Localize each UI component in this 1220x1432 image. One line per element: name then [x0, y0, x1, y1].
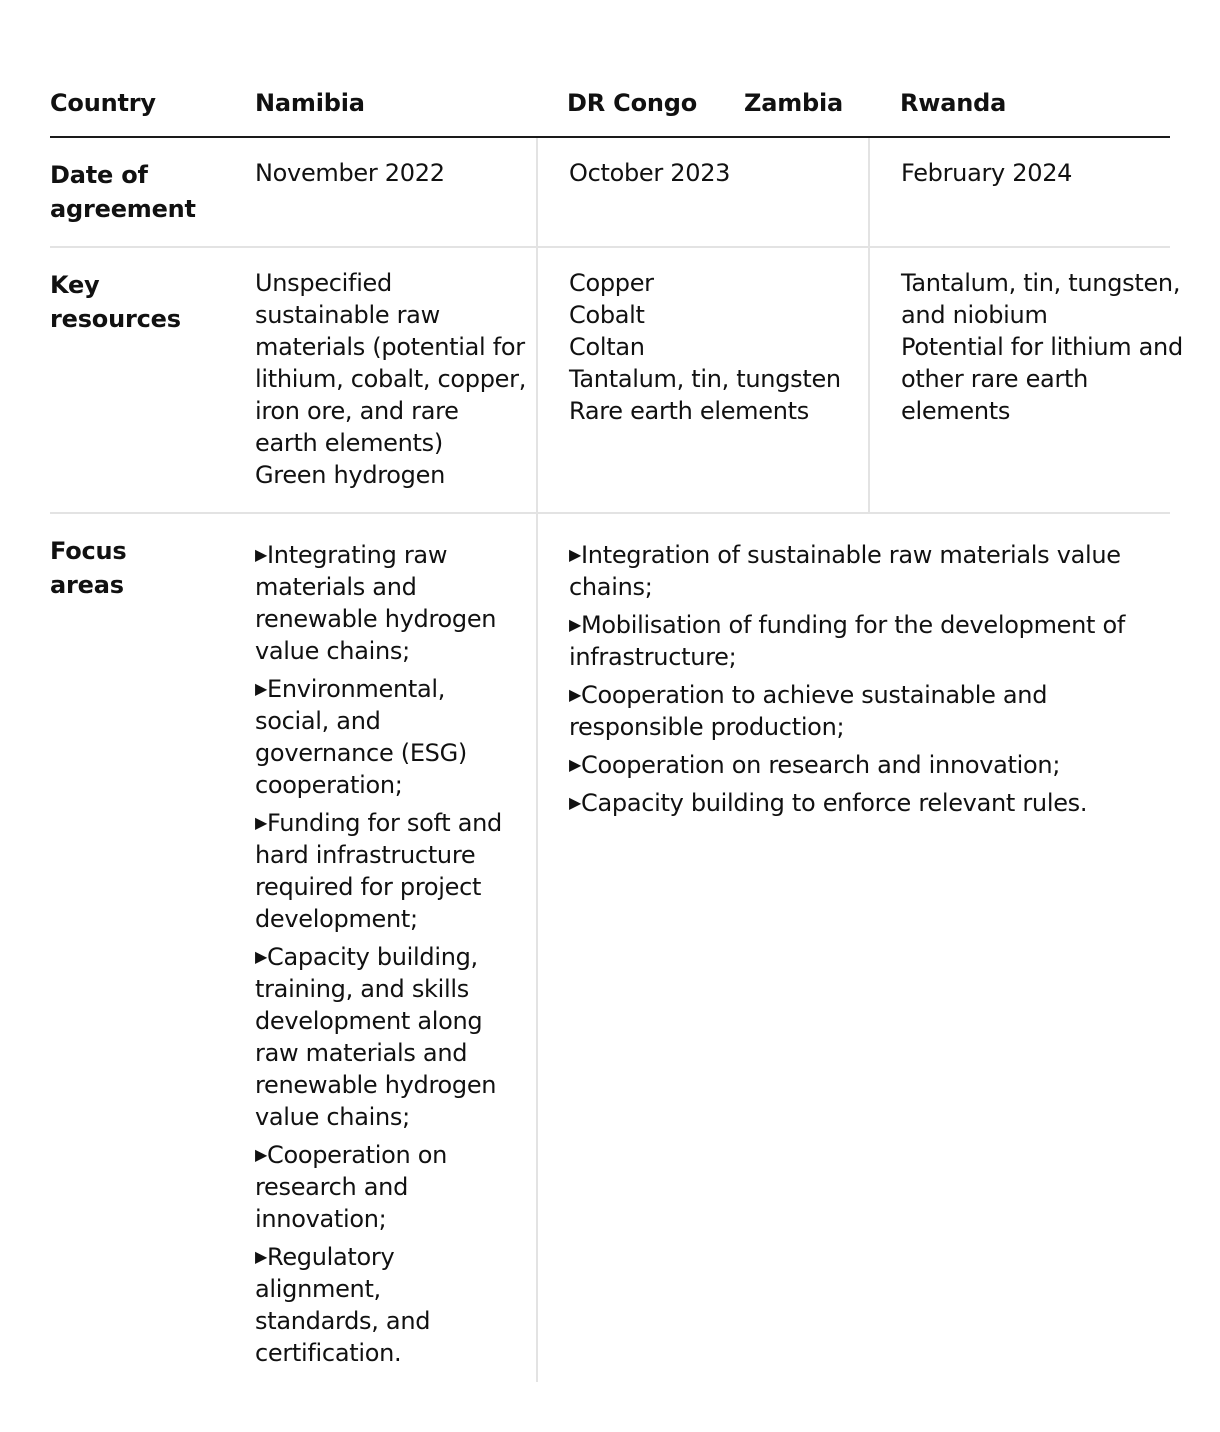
- resources-namibia: [255, 267, 526, 491]
- bullet-arrow-icon: ▶: [569, 685, 582, 704]
- resource-line: Unspecified: [255, 269, 392, 297]
- column-divider-1: [536, 138, 538, 1382]
- resource-line: elements: [901, 397, 1011, 425]
- list-item: [255, 941, 510, 1133]
- list-item: [255, 539, 510, 667]
- header-dr-congo: DR Congo: [567, 89, 698, 117]
- date-namibia: November 2022: [255, 159, 445, 187]
- focus-namibia-list: [255, 539, 510, 1375]
- resources-rwanda: [901, 267, 1183, 427]
- list-item: [255, 673, 510, 801]
- row-label-focus: [50, 534, 127, 602]
- focus-item-text: Integrating raw materials and renewable hydrogen value chains;: [255, 541, 497, 665]
- date-rwanda: February 2024: [901, 159, 1073, 187]
- bullet-arrow-icon: ▶: [255, 679, 268, 698]
- resource-line: Tantalum, tin, tungsten,: [901, 269, 1181, 297]
- row-label-line: Date of: [50, 161, 148, 189]
- bullet-arrow-icon: ▶: [255, 1145, 268, 1164]
- list-item: [255, 1139, 510, 1235]
- bullet-arrow-icon: ▶: [255, 1247, 268, 1266]
- list-item: [255, 1241, 510, 1369]
- list-item: [569, 749, 1129, 781]
- resource-line: Copper: [569, 269, 654, 297]
- row-label-line: areas: [50, 571, 124, 599]
- resource-line: materials (potential for: [255, 333, 525, 361]
- list-item: [569, 539, 1129, 603]
- row-label-resources: [50, 268, 181, 336]
- row-label-line: agreement: [50, 195, 196, 223]
- bullet-arrow-icon: ▶: [569, 755, 582, 774]
- focus-others-list: [569, 539, 1129, 825]
- header-zambia: Zambia: [744, 89, 844, 117]
- focus-item-text: Capacity building to enforce relevant rules.: [581, 789, 1088, 817]
- resource-line: iron ore, and rare: [255, 397, 459, 425]
- row-divider-1: [50, 246, 1170, 248]
- resource-line: lithium, cobalt, copper,: [255, 365, 527, 393]
- bullet-arrow-icon: ▶: [255, 545, 268, 564]
- bullet-arrow-icon: ▶: [569, 615, 582, 634]
- resource-line: Tantalum, tin, tungsten: [569, 365, 841, 393]
- list-item: [569, 787, 1129, 819]
- row-label-date: [50, 158, 196, 226]
- resources-drc-zambia: [569, 267, 841, 427]
- resource-line: Coltan: [569, 333, 645, 361]
- header-namibia: Namibia: [255, 89, 365, 117]
- resource-line: Rare earth elements: [569, 397, 809, 425]
- list-item: [569, 609, 1129, 673]
- focus-item-text: Funding for soft and hard infrastructure required for project development;: [255, 809, 502, 933]
- row-label-line: Focus: [50, 537, 127, 565]
- column-divider-2: [868, 138, 870, 513]
- resource-line: earth elements): [255, 429, 443, 457]
- header-country-label: Country: [50, 89, 156, 117]
- header-divider: [50, 136, 1170, 138]
- row-label-line: resources: [50, 305, 181, 333]
- bullet-arrow-icon: ▶: [569, 545, 582, 564]
- focus-item-text: Mobilisation of funding for the development of infrastructure;: [569, 611, 1125, 671]
- focus-item-text: Capacity building, training, and skills development along raw materials and renewable hydrogen value chains;: [255, 943, 497, 1131]
- focus-item-text: Cooperation to achieve sustainable and responsible production;: [569, 681, 1048, 741]
- list-item: [255, 807, 510, 935]
- resource-line: Green hydrogen: [255, 461, 445, 489]
- resource-line: and niobium: [901, 301, 1048, 329]
- bullet-arrow-icon: ▶: [255, 947, 268, 966]
- header-rwanda: Rwanda: [900, 89, 1007, 117]
- list-item: [569, 679, 1129, 743]
- resource-line: Potential for lithium and: [901, 333, 1183, 361]
- resource-line: Cobalt: [569, 301, 645, 329]
- bullet-arrow-icon: ▶: [255, 813, 268, 832]
- date-drc-zambia: October 2023: [569, 159, 731, 187]
- resource-line: other rare earth: [901, 365, 1089, 393]
- focus-item-text: Cooperation on research and innovation;: [581, 751, 1061, 779]
- bullet-arrow-icon: ▶: [569, 793, 582, 812]
- focus-item-text: Cooperation on research and innovation;: [255, 1141, 448, 1233]
- focus-item-text: Integration of sustainable raw materials value chains;: [569, 541, 1121, 601]
- focus-item-text: Regulatory alignment, standards, and certification.: [255, 1243, 431, 1367]
- row-label-line: Key: [50, 271, 100, 299]
- row-divider-2: [50, 512, 1170, 514]
- resource-line: sustainable raw: [255, 301, 440, 329]
- focus-item-text: Environmental, social, and governance (ESG) cooperation;: [255, 675, 467, 799]
